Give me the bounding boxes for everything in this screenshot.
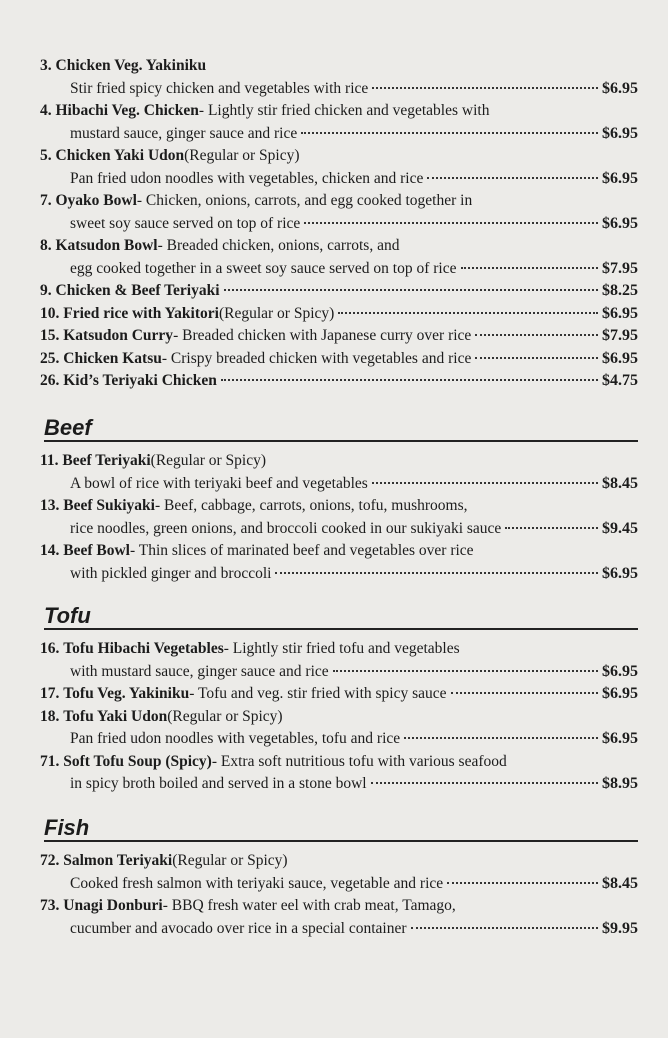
item-description: - Breaded chicken with Japanese curry over rice — [173, 327, 472, 344]
dot-leader — [475, 333, 598, 336]
dot-leader — [224, 288, 598, 291]
menu-item-title — [40, 55, 638, 78]
item-detail-text: sweet soy sauce served on top of rice — [70, 214, 301, 232]
menu-item-title — [40, 751, 638, 774]
item-detail-text: with mustard sauce, ginger sauce and rice — [70, 662, 329, 680]
dot-leader — [451, 691, 598, 694]
item-number: 3. — [40, 57, 52, 74]
menu-item-title — [40, 495, 638, 518]
item-price: $6.95 — [602, 662, 638, 680]
item-detail-text: mustard sauce, ginger sauce and rice — [70, 124, 298, 142]
item-number: 7. — [40, 192, 52, 209]
item-name: Beef Bowl — [63, 542, 130, 559]
item-price: $6.95 — [602, 730, 638, 747]
item-number: 5. — [40, 147, 52, 164]
dot-leader — [301, 131, 598, 134]
beef-heading: Beef — [44, 416, 638, 442]
fish-section — [40, 850, 638, 940]
item-name: Chicken Veg. Yakiniku — [55, 57, 207, 74]
menu-item-title — [40, 348, 638, 371]
menu-item — [40, 235, 638, 280]
item-description: - Chicken, onions, carrots, and egg cooked together in — [136, 192, 473, 209]
item-name: Katsudon Curry — [63, 327, 174, 344]
tofu-section — [40, 638, 638, 796]
item-number: 13. — [40, 497, 60, 514]
dot-leader — [505, 526, 598, 529]
item-name: Fried rice with Yakitori — [63, 304, 219, 322]
chicken-section — [40, 55, 638, 393]
item-detail-text: with pickled ginger and broccoli — [70, 564, 272, 582]
menu-item — [40, 895, 638, 940]
item-description: - Beef, cabbage, carrots, onions, tofu, mushrooms, — [154, 497, 468, 514]
item-description: - Extra soft nutritious tofu with various seafood — [211, 752, 507, 770]
menu-item-detail — [40, 728, 638, 751]
item-number: 14. — [40, 542, 60, 559]
menu-item — [40, 348, 638, 371]
menu-item-detail — [40, 873, 638, 896]
item-description: (Regular or Spicy) — [218, 304, 335, 322]
menu-item-detail — [40, 78, 638, 101]
item-number: 72. — [40, 852, 60, 869]
item-name: Hibachi Veg. Chicken — [55, 102, 199, 119]
item-number: 15. — [40, 327, 60, 344]
menu-item-title — [40, 895, 638, 918]
item-price: $6.95 — [602, 79, 638, 97]
item-detail-text: Pan fried udon noodles with vegetables, tofu and rice — [70, 730, 401, 747]
dot-leader — [221, 378, 598, 381]
menu-item-detail — [40, 258, 638, 281]
menu-item — [40, 100, 638, 145]
dot-leader — [461, 266, 598, 269]
item-price: $8.95 — [602, 775, 638, 792]
menu-item — [40, 370, 638, 393]
item-number: 4. — [40, 102, 52, 119]
menu-item-title — [40, 540, 638, 563]
item-price: $7.95 — [602, 259, 638, 277]
menu-item-detail — [40, 123, 638, 146]
item-detail-text: Pan fried udon noodles with vegetables, chicken and rice — [70, 169, 424, 187]
dot-leader — [371, 781, 598, 784]
dot-leader — [275, 571, 598, 574]
item-detail-text: Cooked fresh salmon with teriyaki sauce, vegetable and rice — [70, 874, 444, 892]
item-description: - Tofu and veg. stir fried with spicy sauce — [189, 685, 447, 702]
menu-item — [40, 706, 638, 751]
dot-leader — [333, 669, 598, 672]
item-price: $8.45 — [602, 474, 638, 492]
item-name: Chicken Katsu — [63, 349, 162, 367]
item-name: Soft Tofu Soup (Spicy) — [63, 752, 212, 770]
menu-item — [40, 751, 638, 796]
menu-item — [40, 145, 638, 190]
item-description: - Thin slices of marinated beef and vegetables over rice — [129, 542, 474, 559]
item-price: $9.45 — [602, 519, 638, 537]
tofu-heading: Tofu — [44, 604, 638, 630]
item-name: Chicken & Beef Teriyaki — [55, 282, 220, 299]
menu-item-detail — [40, 661, 638, 684]
item-description: (Regular or Spicy) — [184, 147, 300, 164]
menu-item — [40, 683, 638, 706]
item-number: 25. — [40, 349, 60, 367]
item-number: 10. — [40, 304, 60, 322]
menu-item — [40, 303, 638, 326]
dot-leader — [411, 926, 598, 929]
item-description: - BBQ fresh water eel with crab meat, Tamago, — [162, 897, 456, 914]
item-price: $4.75 — [602, 372, 638, 389]
menu-item-title — [40, 145, 638, 168]
item-price: $6.95 — [602, 564, 638, 582]
item-description: (Regular or Spicy) — [167, 707, 283, 725]
menu-item-detail — [40, 918, 638, 941]
item-name: Tofu Yaki Udon — [63, 707, 168, 725]
menu-item — [40, 190, 638, 235]
item-name: Oyako Bowl — [55, 192, 137, 209]
item-detail-text: rice noodles, green onions, and broccoli cooked in our sukiyaki sauce — [70, 519, 502, 537]
item-price: $6.95 — [602, 304, 638, 322]
item-name: Beef Teriyaki — [62, 452, 151, 469]
menu-item — [40, 450, 638, 495]
item-description: - Crispy breaded chicken with vegetables and rice — [161, 349, 472, 367]
item-detail-text: Stir fried spicy chicken and vegetables with rice — [70, 79, 369, 97]
dot-leader — [404, 736, 598, 739]
menu-item-title — [40, 850, 638, 873]
item-price: $6.95 — [602, 124, 638, 142]
menu-item — [40, 325, 638, 348]
dot-leader — [304, 221, 598, 224]
menu-item — [40, 280, 638, 303]
item-number: 73. — [40, 897, 60, 914]
item-detail-text: A bowl of rice with teriyaki beef and vegetables — [70, 474, 368, 492]
item-name: Unagi Donburi — [63, 897, 163, 914]
item-description: - Lightly stir fried tofu and vegetables — [223, 640, 460, 657]
item-name: Kid’s Teriyaki Chicken — [63, 372, 217, 389]
item-name: Tofu Veg. Yakiniku — [63, 685, 190, 702]
item-price: $8.25 — [602, 282, 638, 299]
menu-item-title — [40, 100, 638, 123]
menu-item-title — [40, 325, 638, 348]
item-number: 26. — [40, 372, 60, 389]
item-name: Tofu Hibachi Vegetables — [63, 640, 224, 657]
item-description: (Regular or Spicy) — [172, 852, 288, 869]
beef-section — [40, 450, 638, 585]
item-detail-text: in spicy broth boiled and served in a stone bowl — [70, 775, 367, 792]
menu-item-title — [40, 370, 638, 393]
menu-item-detail — [40, 168, 638, 191]
item-number: 9. — [40, 282, 52, 299]
menu-item-title — [40, 683, 638, 706]
menu-item-title — [40, 303, 638, 326]
menu-item-detail — [40, 773, 638, 796]
item-name: Salmon Teriyaki — [63, 852, 173, 869]
item-name: Beef Sukiyaki — [63, 497, 155, 514]
dot-leader — [447, 881, 598, 884]
menu-item-title — [40, 638, 638, 661]
dot-leader — [475, 356, 598, 359]
item-price: $6.95 — [602, 349, 638, 367]
item-number: 8. — [40, 237, 52, 254]
item-number: 11. — [40, 452, 59, 469]
item-price: $6.95 — [602, 214, 638, 232]
item-price: $6.95 — [602, 685, 638, 702]
menu-item-title — [40, 706, 638, 729]
menu-item-detail — [40, 473, 638, 496]
dot-leader — [338, 311, 598, 314]
menu-item — [40, 540, 638, 585]
item-name: Katsudon Bowl — [55, 237, 158, 254]
item-number: 17. — [40, 685, 60, 702]
item-description: - Lightly stir fried chicken and vegetables with — [198, 102, 490, 119]
item-number: 18. — [40, 707, 60, 725]
menu-item — [40, 638, 638, 683]
item-detail-text: cucumber and avocado over rice in a special container — [70, 919, 407, 937]
menu-item-title — [40, 190, 638, 213]
item-price: $9.95 — [602, 919, 638, 937]
fish-heading: Fish — [44, 816, 638, 842]
item-description: (Regular or Spicy) — [150, 452, 267, 469]
item-detail-text: egg cooked together in a sweet soy sauce served on top of rice — [70, 259, 457, 277]
dot-leader — [372, 86, 598, 89]
menu-item-detail — [40, 213, 638, 236]
menu-item-title — [40, 235, 638, 258]
menu-item-title — [40, 280, 638, 303]
item-price: $7.95 — [602, 327, 638, 344]
menu-item — [40, 495, 638, 540]
item-price: $6.95 — [602, 169, 638, 187]
item-price: $8.45 — [602, 874, 638, 892]
item-name: Chicken Yaki Udon — [55, 147, 185, 164]
menu-item-detail — [40, 518, 638, 541]
item-description: - Breaded chicken, onions, carrots, and — [157, 237, 400, 254]
item-number: 16. — [40, 640, 60, 657]
dot-leader — [372, 481, 598, 484]
menu-item — [40, 55, 638, 100]
menu-item-title — [40, 450, 638, 473]
item-number: 71. — [40, 752, 60, 770]
menu-item — [40, 850, 638, 895]
dot-leader — [427, 176, 598, 179]
menu-item-detail — [40, 563, 638, 586]
